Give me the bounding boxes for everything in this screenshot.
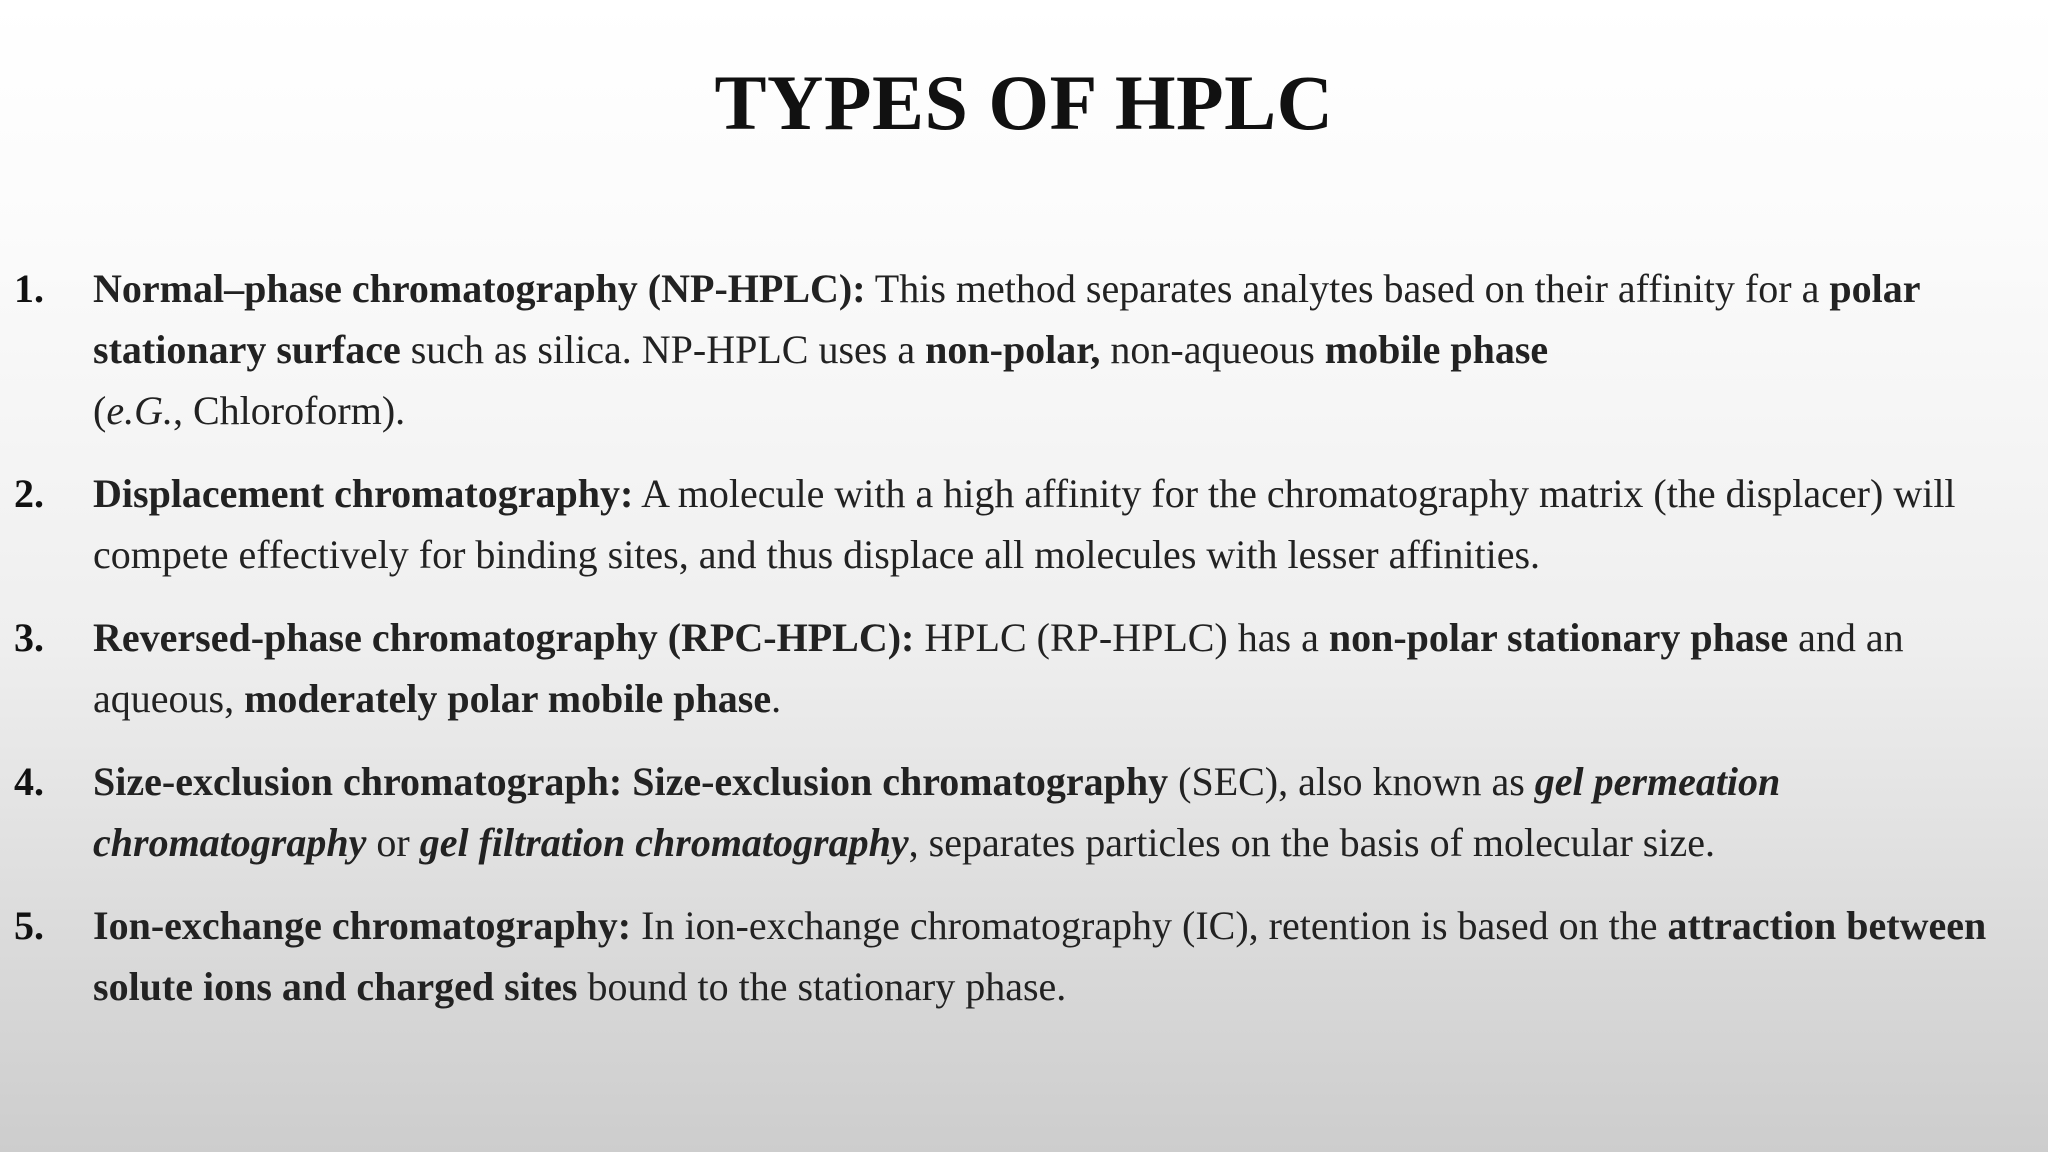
item-emphasis: non-polar stationary phase bbox=[1328, 615, 1789, 660]
item-number: 4. bbox=[14, 759, 44, 804]
item-text: bound to the stationary phase. bbox=[577, 964, 1067, 1009]
item-term: Ion-exchange chromatography: bbox=[93, 903, 632, 948]
item-text: or bbox=[366, 820, 420, 865]
item-term: Size-exclusion chromatograph: bbox=[93, 759, 623, 804]
list-item-ion-exchange bbox=[14, 895, 2024, 1017]
item-text: This method separates analytes based on their affinity for a bbox=[865, 266, 1830, 311]
item-emphasis: Size-exclusion chromatography bbox=[632, 759, 1169, 804]
item-text: , Chloroform). bbox=[172, 388, 406, 433]
item-emphasis: polar stationary surface bbox=[93, 266, 1920, 372]
item-number: 1. bbox=[14, 266, 44, 311]
list-item-size-exclusion bbox=[14, 751, 2024, 873]
item-text: (SEC), also known as bbox=[1168, 759, 1535, 804]
item-text: ( bbox=[93, 388, 107, 433]
hplc-types-list bbox=[14, 258, 2024, 1039]
item-text: and an aqueous, bbox=[93, 615, 1904, 721]
list-item-reversed-phase bbox=[14, 607, 2024, 729]
page-title: TYPES OF HPLC bbox=[714, 59, 1334, 146]
item-term: Normal–phase chromatography (NP-HPLC): bbox=[93, 266, 866, 311]
item-emphasis: mobile phase bbox=[1324, 327, 1549, 372]
item-number: 3. bbox=[14, 615, 44, 660]
item-bold-italic: gel filtration chromatography bbox=[419, 820, 909, 865]
item-emphasis: attraction between solute ions and charged sites bbox=[93, 903, 1987, 1009]
item-number: 2. bbox=[14, 471, 44, 516]
list-item-displacement bbox=[14, 463, 2024, 585]
item-number: 5. bbox=[14, 903, 44, 948]
item-text: . bbox=[771, 676, 782, 721]
item-text bbox=[622, 759, 632, 804]
item-text: such as silica. NP-HPLC uses a bbox=[400, 327, 926, 372]
item-text: A molecule with a high affinity for the chromatography matrix (the displacer) will compete effectively for binding sites, and thus displace all molecules with lesser affinities. bbox=[93, 471, 1956, 577]
item-emphasis: moderately polar mobile phase bbox=[244, 676, 772, 721]
item-text: HPLC (RP-HPLC) has a bbox=[914, 615, 1329, 660]
item-text: In ion-exchange chromatography (IC), retention is based on the bbox=[631, 903, 1668, 948]
list-item-normal-phase bbox=[14, 258, 2024, 441]
item-emphasis: non-polar, bbox=[925, 327, 1101, 372]
item-text: non-aqueous bbox=[1100, 327, 1325, 372]
item-text: , separates particles on the basis of molecular size. bbox=[908, 820, 1715, 865]
item-term: Displacement chromatography: bbox=[93, 471, 634, 516]
item-term: Reversed-phase chromatography (RPC-HPLC): bbox=[93, 615, 915, 660]
item-italic: e.G. bbox=[106, 388, 173, 433]
item-bold-italic: gel permeation chromatography bbox=[93, 759, 1781, 865]
